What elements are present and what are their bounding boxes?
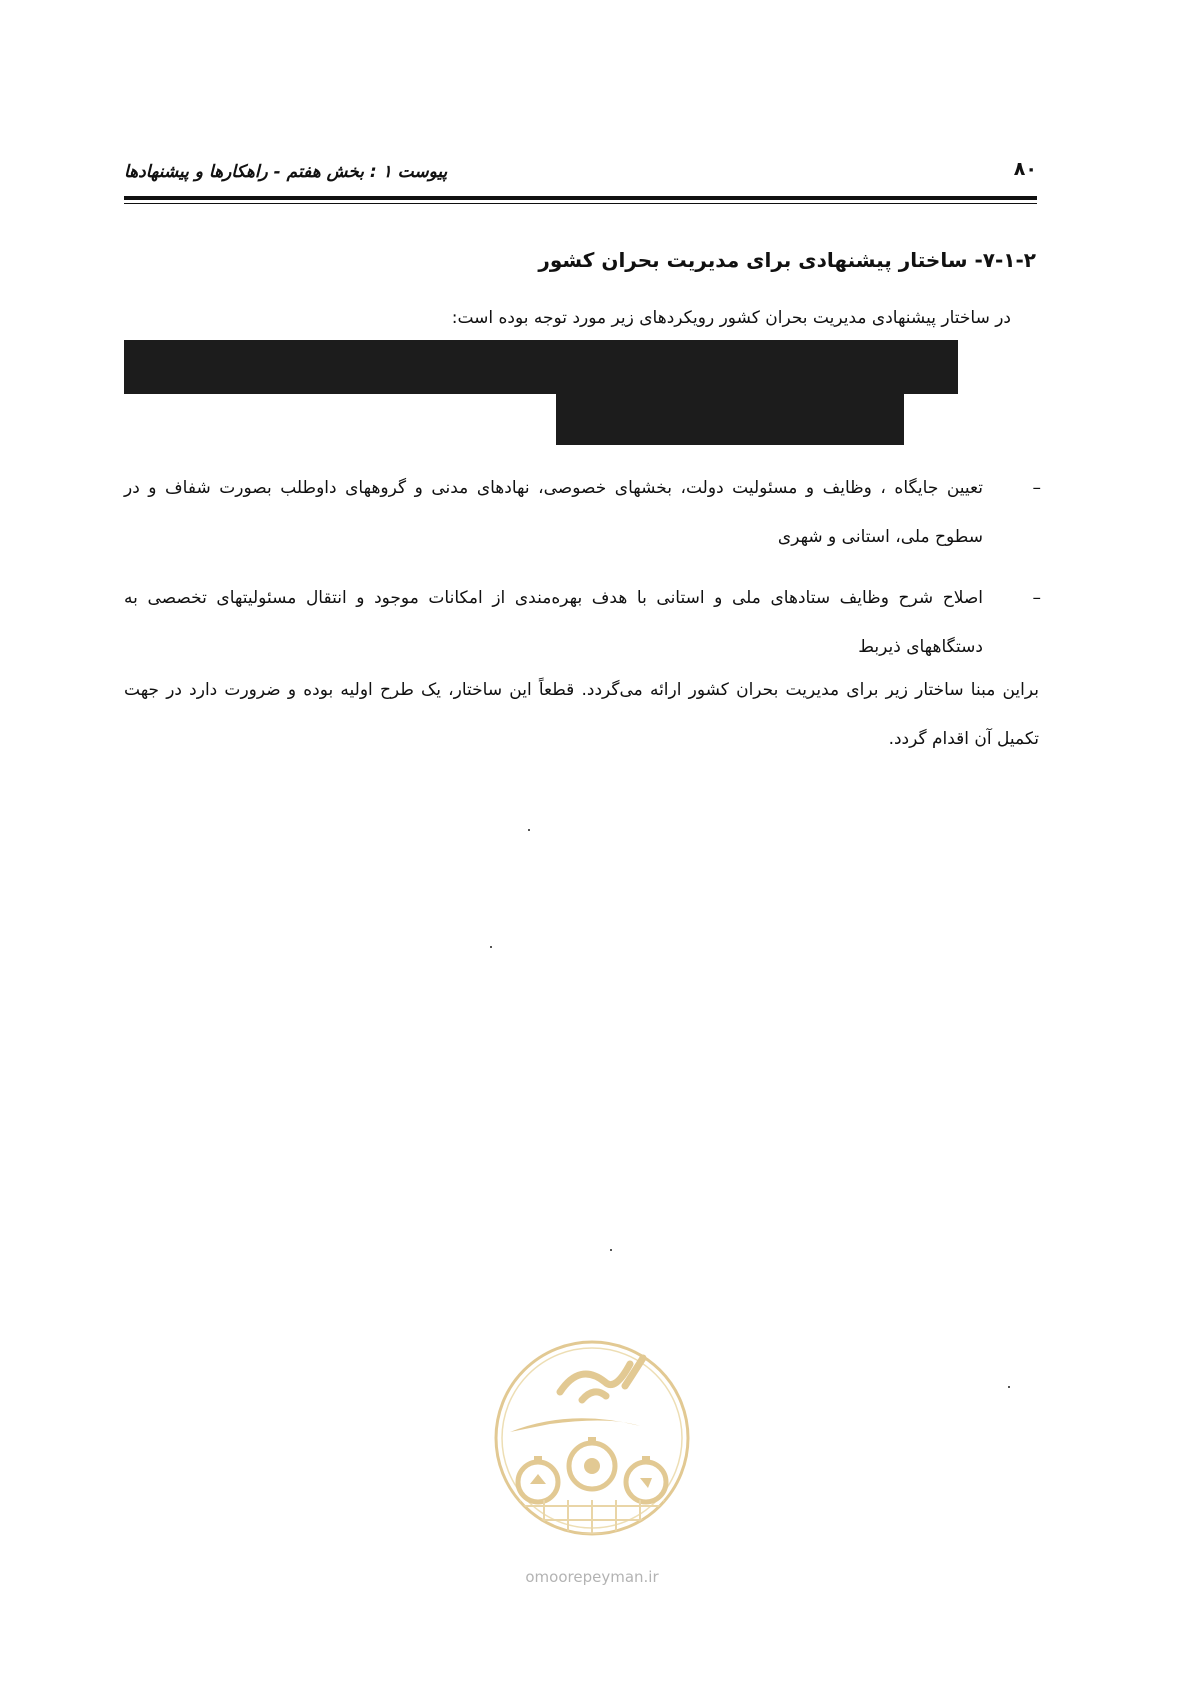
scan-speck bbox=[1008, 1386, 1010, 1388]
page-number: ۸۰ bbox=[1013, 158, 1037, 180]
scan-speck bbox=[490, 946, 492, 948]
list-item bbox=[124, 464, 1041, 562]
scan-speck bbox=[528, 829, 530, 831]
running-header-title: پیوست ۱ : بخش هفتم - راهکارها و پیشنهادها bbox=[124, 162, 448, 182]
dash-icon: – bbox=[1032, 478, 1041, 498]
closing-paragraph: براین مبنا ساختار زیر برای مدیریت بحران کشور ارائه می‌گردد. قطعاً این ساختار، یک طرح اولیه بوده و ضرورت دارد در جهت تکمیل آن اقدام گردد. bbox=[124, 680, 1039, 749]
redaction-block bbox=[556, 393, 904, 445]
watermark-url: omoorepeyman.ir bbox=[525, 1568, 659, 1586]
watermark bbox=[490, 1320, 694, 1606]
redaction-block bbox=[124, 340, 958, 394]
dash-icon: – bbox=[1032, 588, 1041, 608]
intro-paragraph: در ساختار پیشنهادی مدیریت بحران کشور رویکردهای زیر مورد توجه بوده است: bbox=[451, 308, 1011, 328]
watermark-logo-icon bbox=[490, 1320, 694, 1566]
bullet-list bbox=[124, 464, 1041, 684]
section-heading: ۷-۱-۲- ساختار پیشنهادی برای مدیریت بحران کشور bbox=[538, 248, 1036, 272]
list-item bbox=[124, 574, 1041, 672]
list-item-text: تعیین جایگاه ، وظایف و مسئولیت دولت، بخشهای خصوصی، نهادهای مدنی و گروههای داوطلب بصورت شفاف و در سطوح ملی، استانی و شهری bbox=[124, 478, 983, 547]
header-rule-thick bbox=[124, 196, 1037, 200]
scan-speck bbox=[610, 1249, 612, 1251]
header-rule-thin bbox=[124, 203, 1037, 204]
list-item-text: اصلاح شرح وظایف ستادهای ملی و استانی با هدف بهره‌مندی از امکانات موجود و انتقال مسئولیتهای تخصصی به دستگاههای ذیربط bbox=[124, 588, 983, 657]
